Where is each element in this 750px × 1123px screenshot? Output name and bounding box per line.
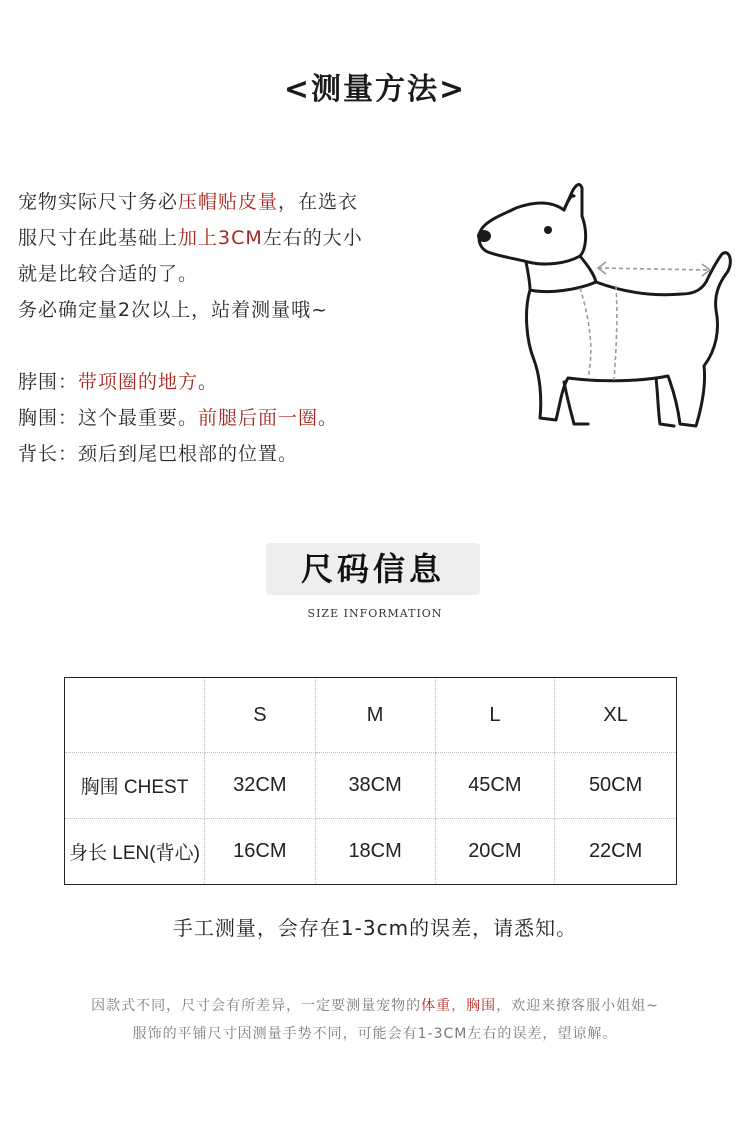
chest-measure-line	[18, 400, 458, 436]
chest-label: 胸围：	[18, 407, 79, 429]
table-cell: 45CM	[435, 753, 555, 819]
instruction-line-1	[18, 184, 458, 220]
table-header-cell	[65, 678, 205, 753]
table-cell: 16CM	[204, 819, 315, 885]
neck-value: 带项圈的地方	[78, 371, 199, 393]
dog-measurement-illustration	[468, 170, 746, 460]
instruction-highlight: 加上3CM	[178, 227, 263, 249]
row-label: 身长 LEN(背心)	[65, 819, 205, 885]
dog-nose	[477, 230, 491, 242]
neck-label: 脖围：	[18, 371, 79, 393]
instruction-line-3: 就是比较合适的了。	[18, 263, 199, 285]
chest-value: 这个最重要。	[78, 407, 199, 429]
instruction-text: 服尺寸在此基础上	[18, 227, 179, 249]
instruction-text: 宠物实际尺寸务必	[18, 191, 179, 213]
table-cell: 32CM	[204, 753, 315, 819]
table-cell: 50CM	[555, 753, 677, 819]
back-length-arrow	[598, 268, 708, 270]
footer-highlight-weight: 体重	[421, 998, 452, 1014]
table-cell: 20CM	[435, 819, 555, 885]
footer-line-1	[0, 995, 750, 1015]
table-header-cell: M	[315, 678, 435, 753]
dog-eye	[544, 226, 552, 234]
table-cell: 22CM	[588, 840, 643, 862]
table-row	[65, 819, 677, 885]
punctuation: 。	[318, 407, 339, 429]
back-value: 颈后到尾巴根部的位置。	[78, 443, 299, 465]
size-info-subtitle: SIZE INFORMATION	[307, 607, 443, 620]
footer-text: ，欢迎来撩客服小姐姐~	[496, 998, 659, 1014]
table-header-cell: S	[204, 678, 315, 753]
neck-measure-line	[18, 364, 458, 400]
dog-front-leg	[564, 382, 588, 424]
punctuation: 。	[198, 371, 219, 393]
back-measure-line	[18, 436, 458, 472]
table-cell: 18CM	[315, 819, 435, 885]
instruction-text: 左右的大小	[262, 227, 363, 249]
table-cell: 38CM	[315, 753, 435, 819]
measurement-instructions	[18, 184, 458, 472]
instruction-highlight: 压帽贴皮量	[178, 191, 279, 213]
chest-measure-line-mark	[580, 286, 617, 380]
section-title-measurement: <测量方法>	[283, 72, 467, 107]
dog-body	[527, 253, 731, 426]
measurement-error-note: 手工测量，会存在1-3cm的误差，请悉知。	[172, 916, 578, 940]
size-info-title: 尺码信息	[300, 550, 445, 588]
back-label: 背长：	[18, 443, 79, 465]
table-row	[65, 753, 677, 819]
dog-ear	[564, 196, 574, 210]
footer-text: ，	[451, 998, 467, 1014]
table-header-cell: L	[435, 678, 555, 753]
row-label: 胸围 CHEST	[65, 753, 205, 819]
footer-text: 因款式不同，尺寸会有所差异，一定要测量宠物的	[91, 998, 422, 1014]
instruction-text: ，在选衣	[278, 191, 359, 213]
table-header-cell: XL	[555, 678, 677, 753]
instruction-line-2	[18, 220, 458, 256]
chest-highlight: 前腿后面一圈	[198, 407, 319, 429]
table-header-row	[65, 678, 677, 753]
footer-line-2: 服饰的平铺尺寸因测量手势不同，可能会有1-3CM左右的误差，望谅解。	[132, 1026, 618, 1042]
instruction-line-4: 务必确定量2次以上，站着测量哦~	[18, 299, 329, 321]
size-table	[64, 677, 677, 885]
footer-highlight-chest: 胸围	[466, 998, 497, 1014]
